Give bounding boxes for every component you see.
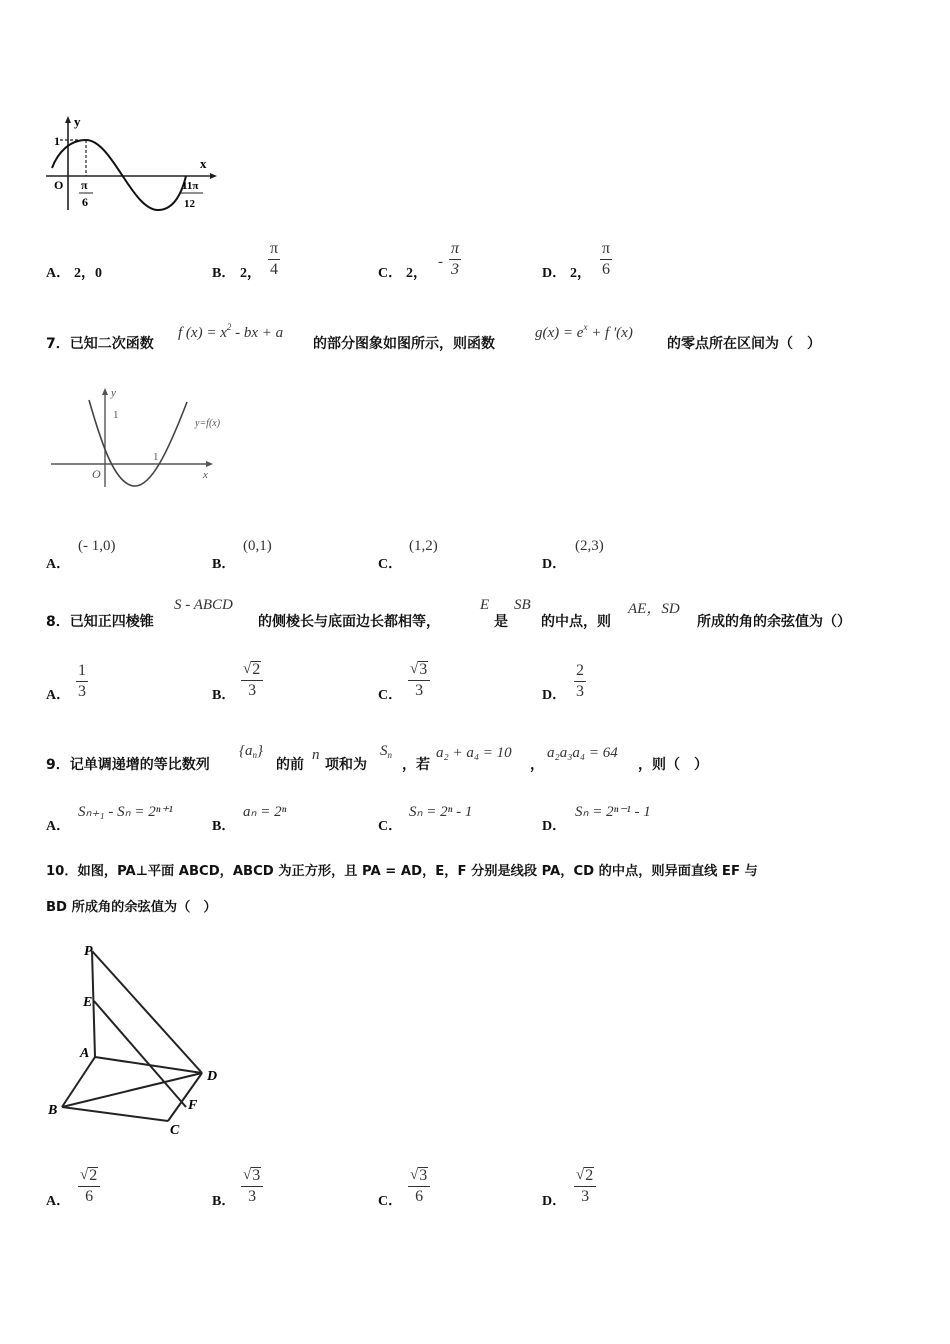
q10-edge-ad (95, 1057, 202, 1073)
q6-twelve-label: 12 (184, 198, 195, 210)
q10-option-b-label: B． (212, 1194, 236, 1209)
q8-lines: AE，SD (628, 601, 680, 617)
q7-parabola-curve (89, 400, 187, 486)
q7-one-x-label: 1 (153, 451, 159, 463)
q10-option-c-fraction: √ 3 6 (408, 1166, 430, 1205)
q10-label-b: B (48, 1103, 58, 1118)
q8-mid1: 的侧棱长与底面边长都相等， (258, 614, 440, 630)
q8-option-b-label: B． (212, 688, 236, 703)
q8-option-a-fraction: $\frac{1}{3}$ (78, 662, 86, 700)
q10-edge-pa (92, 951, 95, 1057)
q10-option-d-label: D． (542, 1194, 567, 1209)
q9-cond2: a₂a₃a₄ = 64 (547, 745, 618, 761)
q10-label-f: F (188, 1098, 198, 1113)
q6-option-d-label: D． (542, 266, 567, 281)
q6-option-c-fraction: $\frac{\pi}{3}$ (451, 240, 460, 278)
q8-option-d-label: D． (542, 688, 567, 703)
q7-option-c-value: (1,2) (409, 538, 438, 554)
q6-pi-label: π (81, 178, 88, 192)
q8-edge-sb: SB (514, 597, 531, 613)
q7-option-d-label: D． (542, 557, 567, 572)
q6-option-b-label: B． (212, 266, 236, 281)
q7-option-b-value: (0,1) (243, 538, 272, 554)
q10-option-d-fraction: √ 2 3 (574, 1166, 596, 1205)
q10-edge-ef (94, 1001, 186, 1107)
q7-origin-label: O (92, 467, 101, 481)
q6-option-d-text: 2， (570, 266, 591, 281)
q9-option-b-label: B． (212, 819, 236, 834)
q9-prefix: 9．记单调递增的等比数列 (46, 757, 210, 773)
q10-option-c-label: C． (378, 1194, 403, 1209)
q8-suffix: 所成的角的余弦值为（） (697, 614, 851, 630)
q6-sine-graph (40, 110, 230, 220)
q9-suffix: ，则（ ） (638, 757, 708, 773)
q6-origin-label: O (54, 178, 64, 192)
q10-label-a: A (80, 1046, 90, 1061)
q7-option-a-label: A． (46, 557, 71, 572)
q9-mid4: ， (530, 757, 544, 773)
q7-function-g: $g(x) = e^x + f$ '(x) (535, 322, 633, 341)
q9-option-d-label: D． (542, 819, 567, 834)
q10-edge-bc (62, 1107, 168, 1121)
q7-option-c-label: C． (378, 557, 403, 572)
q10-label-c: C (170, 1123, 180, 1138)
q10-line2: BD 所成角的余弦值为（ ） (46, 900, 217, 915)
q6-sine-curve (52, 140, 186, 210)
q8-option-b-fraction: √ 2 3 (241, 660, 263, 699)
q7-option-d-value: (2,3) (575, 538, 604, 554)
q7-option-a-value: (- 1,0) (78, 538, 116, 554)
q9-sequence: $\{a_n\}$ (239, 743, 263, 760)
q10-label-d: D (207, 1069, 218, 1084)
q6-option-c-label: C． (378, 266, 403, 281)
q7-x-label: x (203, 469, 208, 481)
q8-option-d-fraction: $\frac{2}{3}$ (576, 662, 584, 700)
q6-option-d-fraction: $\frac{\pi}{6}$ (602, 240, 611, 278)
q6-option-a-label: A． (46, 266, 71, 281)
q9-option-c-value: Sₙ = 2ⁿ - 1 (409, 804, 473, 820)
q9-option-d-value: Sₙ = 2ⁿ⁻¹ - 1 (575, 804, 651, 820)
q6-11pi-label: 11π (182, 180, 199, 192)
q9-option-c-label: C． (378, 819, 403, 834)
q7-suffix: 的零点所在区间为（ ） (667, 336, 821, 352)
q9-option-a-label: A． (46, 819, 71, 834)
q6-option-c-sign: - (438, 254, 443, 270)
q7-function-f: f $(x) = x^2$ - bx + a (178, 322, 284, 341)
q10-label-p: P (84, 944, 93, 959)
q6-one-label: 1 (54, 134, 60, 148)
q9-sum: $S_n$ (380, 743, 392, 760)
q8-pyramid: S - ABCD (174, 597, 233, 613)
q6-option-a-text: 2，0 (74, 266, 102, 281)
q8-option-a-label: A． (46, 688, 71, 703)
q7-curve-label: y=f(x) (195, 418, 221, 429)
q9-mid2: 项和为 (325, 757, 367, 773)
q8-option-c-fraction: √ 3 3 (408, 660, 430, 699)
q6-option-c-text: 2， (406, 266, 427, 281)
q6-y-label: y (74, 114, 81, 129)
q6-option-b-fraction: $\frac{\pi}{4}$ (270, 240, 279, 278)
q9-mid3: ，若 (402, 757, 430, 773)
q7-parabola-graph (45, 382, 245, 492)
q6-six-label: 6 (82, 195, 88, 209)
q8-option-c-label: C． (378, 688, 403, 703)
q9-option-b-value: aₙ = 2ⁿ (243, 804, 287, 820)
q7-one-y-label: 1 (113, 409, 119, 421)
q6-option-b-text: 2， (240, 266, 261, 281)
q9-n: n (312, 747, 320, 763)
q7-y-label: y (111, 387, 116, 399)
q10-line1: 10．如图，PA⊥平面 ABCD，ABCD 为正方形，且 PA = AD，E，F 分别是线段 PA，CD 的中点，则异面直线 EF 与 (46, 864, 758, 879)
q8-point-e: E (480, 597, 490, 613)
q8-prefix: 8．已知正四棱锥 (46, 614, 154, 630)
q10-option-b-fraction: √ 3 3 (241, 1166, 263, 1205)
q9-cond1: a₂ + a₄ = 10 (436, 745, 512, 761)
q10-edge-pd (92, 951, 202, 1073)
q7-mid-text: 的部分图象如图所示，则函数 (313, 336, 495, 352)
q8-mid3: 的中点，则 (541, 614, 611, 630)
q10-option-a-fraction: √ 2 6 (78, 1166, 100, 1205)
q10-label-e: E (83, 995, 93, 1010)
q9-option-a-value: Sₙ₊₁ - Sₙ = 2ⁿ⁺¹ (78, 804, 173, 820)
q10-geometry-figure (40, 935, 240, 1150)
q9-mid1: 的前 (276, 757, 304, 773)
q8-mid2: 是 (494, 614, 508, 630)
q7-option-b-label: B． (212, 557, 236, 572)
q7-prefix: 7．已知二次函数 (46, 336, 154, 352)
q10-option-a-label: A． (46, 1194, 71, 1209)
q6-x-label: x (200, 156, 207, 171)
